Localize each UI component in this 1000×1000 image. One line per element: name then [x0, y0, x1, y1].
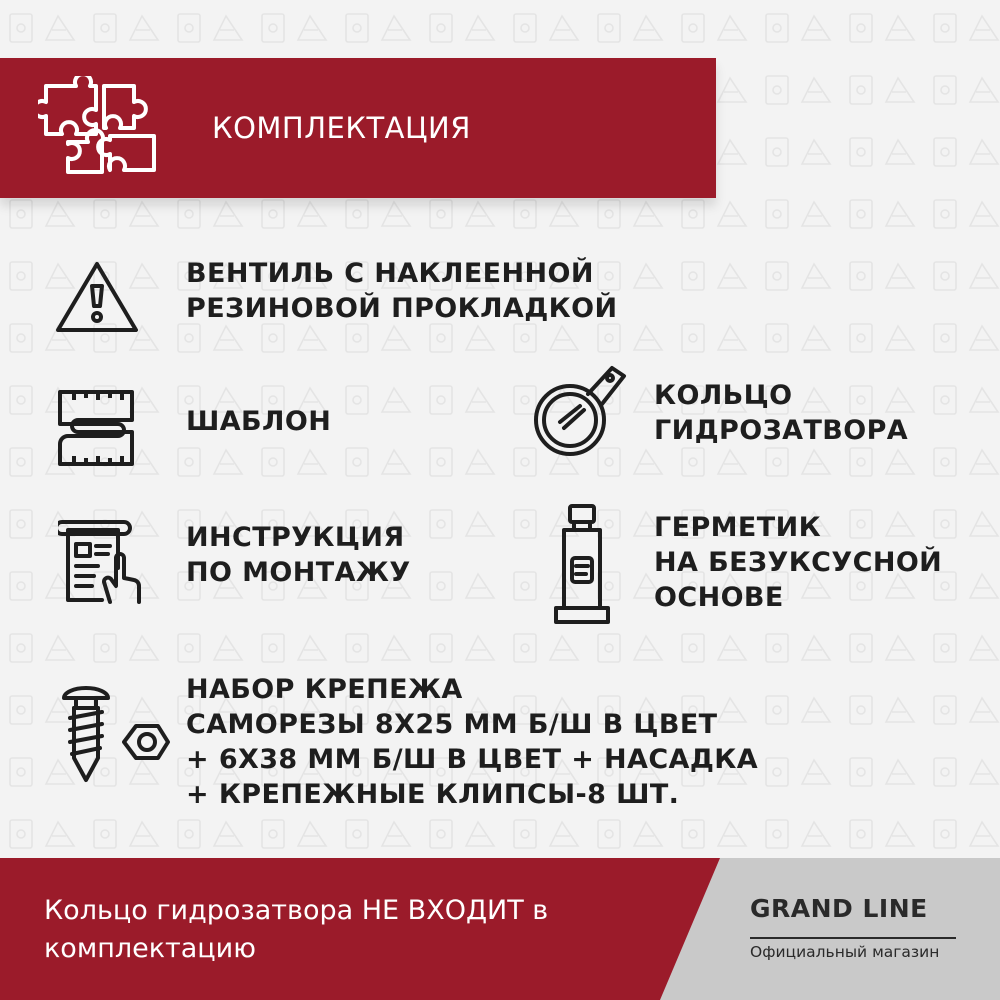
screw-nut-icon [60, 686, 170, 786]
brand-logo: GRAND LINE [750, 894, 928, 923]
brand-subtitle: Официальный магазин [750, 943, 940, 961]
item-label: КОЛЬЦО ГИДРОЗАТВОРА [654, 380, 909, 446]
puzzle-icon [38, 76, 162, 180]
sealing-ring-icon [530, 360, 630, 460]
brand-divider [750, 937, 956, 939]
instruction-icon [58, 516, 142, 606]
page-title: КОМПЛЕКТАЦИЯ [212, 111, 471, 145]
item-label: ВЕНТИЛЬ С НАКЛЕЕННОЙ РЕЗИНОВОЙ ПРОКЛАДКОЙ [186, 258, 618, 324]
warning-icon [52, 258, 142, 338]
footer-note: Кольцо гидрозатвора НЕ ВХОДИТ в комплектацию [44, 895, 549, 964]
header-band [0, 58, 716, 198]
template-roll-icon [54, 386, 138, 470]
item-label: ГЕРМЕТИК НА БЕЗУКСУСНОЙ ОСНОВЕ [654, 512, 943, 613]
item-label: ИНСТРУКЦИЯ ПО МОНТАЖУ [186, 522, 411, 588]
footer [0, 858, 1000, 1000]
sealant-tube-icon [552, 502, 612, 626]
item-label: НАБОР КРЕПЕЖА САМОРЕЗЫ 8Х25 ММ Б/Ш В ЦВЕТ + 6Х38 ММ Б/Ш В ЦВЕТ + НАСАДКА + КРЕПЕЖНЫЕ КЛИПСЫ-8 ШТ. [186, 674, 759, 810]
item-label: ШАБЛОН [186, 406, 332, 437]
